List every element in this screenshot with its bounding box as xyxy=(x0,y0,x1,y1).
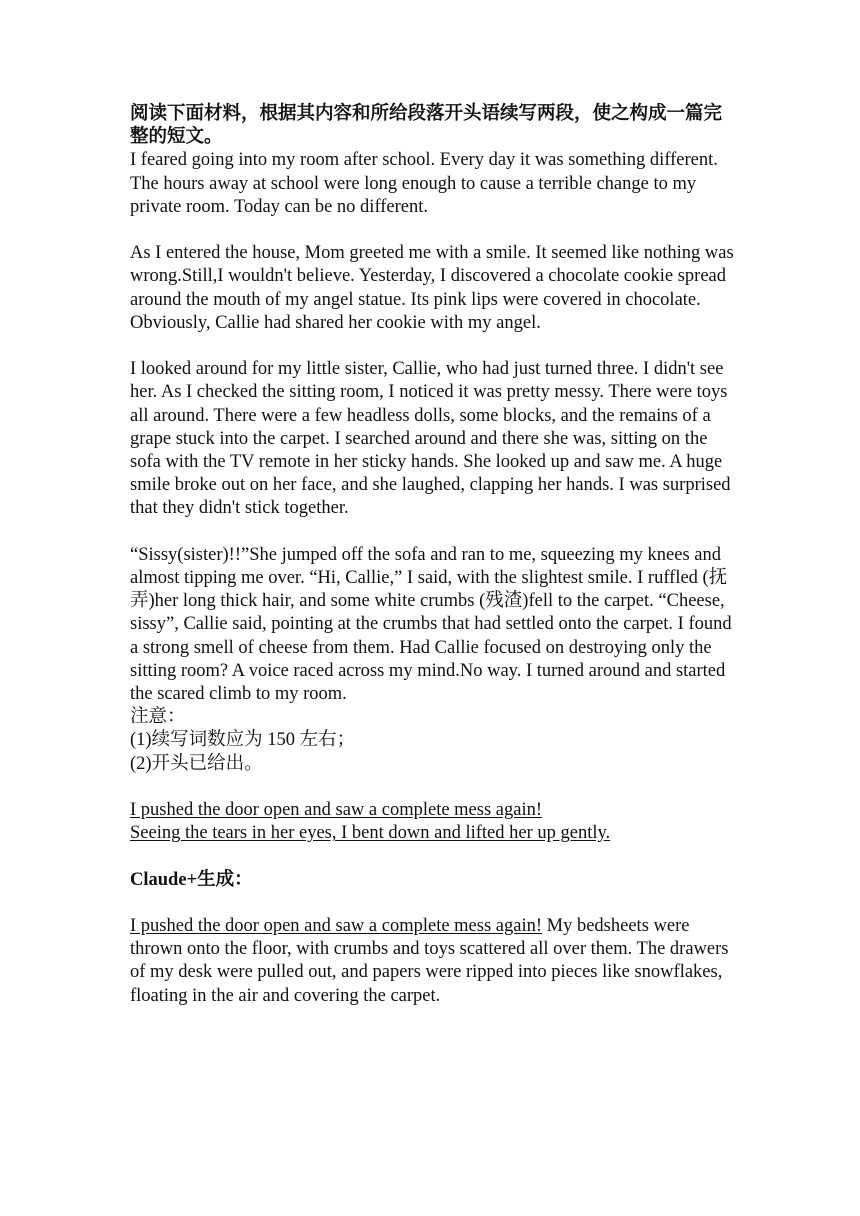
paragraph-gap xyxy=(130,845,735,868)
task-instruction: 阅读下面材料，根据其内容和所给段落开头语续写两段，使之构成一篇完整的短文。 xyxy=(130,104,723,148)
story-paragraph-1: I feared going into my room after school. Every day it was something different. The hours away at school were long enough to cause a terrible change to my private room. Today can be no different. xyxy=(130,150,718,217)
paragraph-gap xyxy=(130,219,735,242)
answer-label: Claude+生成： xyxy=(130,869,253,890)
paragraph-gap xyxy=(130,892,735,915)
paragraph-gap xyxy=(130,776,735,799)
note-item-1: (1)续写词数应为 150 左右； xyxy=(130,730,356,751)
note-item-2: (2)开头已给出。 xyxy=(130,753,263,774)
answer-opener: I pushed the door open and saw a complete mess again! xyxy=(130,916,543,937)
answer-continuation: My bedsheets were thrown onto the floor, with crumbs and toys scattered all over them. The drawers of my desk were pulled out, and papers were ripped into pieces like snowflakes, floating in the air and covering the carpet. xyxy=(130,916,729,1006)
story-paragraph-3: I looked around for my little sister, Callie, who had just turned three. I didn't see her. As I checked the sitting room, I noticed it was pretty messy. There were toys all around. There were a few headless dolls, some blocks, and the remains of a grape stuck into the carpet. I searched around and there she was, sitting on the sofa with the TV remote in her sticky hands. She looked up and saw me. A huge smile broke out on her face, and she laughed, clapping her hands. I was surprised that they didn't stick together. xyxy=(130,359,731,519)
opener-sentence-1: I pushed the door open and saw a complete mess again! xyxy=(130,800,543,821)
document-body xyxy=(130,103,735,1008)
paragraph-gap xyxy=(130,335,735,358)
paragraph-gap xyxy=(130,521,735,544)
opener-sentence-2: Seeing the tears in her eyes, I bent down and lifted her up gently. xyxy=(130,823,611,844)
story-paragraph-2: As I entered the house, Mom greeted me with a smile. It seemed like nothing was wrong.Still,I wouldn't believe. Yesterday, I discovered a chocolate cookie spread around the mouth of my angel statue. Its pink lips were covered in chocolate. Obviously, Callie had shared her cookie with my angel. xyxy=(130,243,734,333)
answer-paragraph xyxy=(130,915,735,1008)
story-paragraph-4: “Sissy(sister)!!”She jumped off the sofa and ran to me, squeezing my knees and almost tipping me over. “Hi, Callie,” I said, with the slightest smile. I ruffled (抚弄)her long thick hair, and some white crumbs (残渣)fell to the carpet. “Cheese, sissy”, Callie said, pointing at the crumbs that had settled onto the carpet. I found a strong smell of cheese from them. Had Callie focused on destroying only the sitting room? A voice raced across my mind.No way. I turned around and started the scared climb to my room. xyxy=(130,544,732,705)
notes-label: 注意： xyxy=(130,707,186,728)
